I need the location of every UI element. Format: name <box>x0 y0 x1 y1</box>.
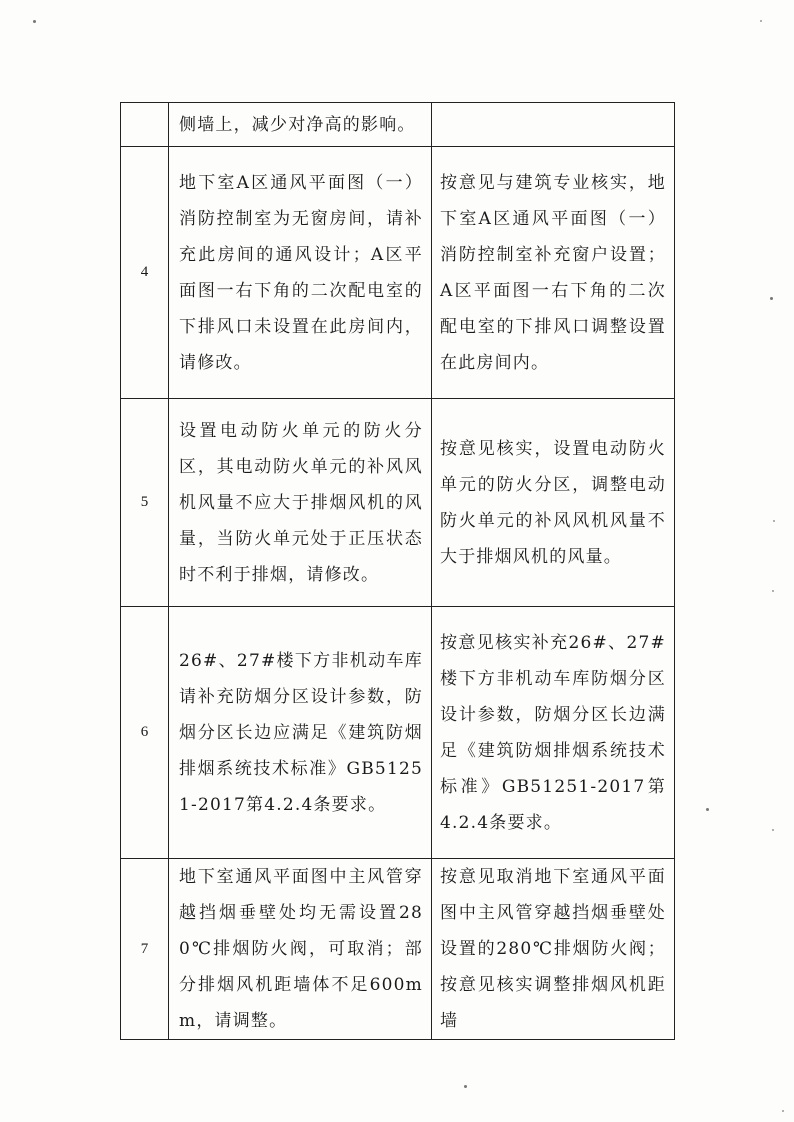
review-comment: 26#、27#楼下方非机动车库请补充防烟分区设计参数，防烟分区长边应满足《建筑防烟排烟系统技术标准》GB51251-2017第4.2.4条要求。 <box>169 607 432 859</box>
table-row <box>121 859 675 1040</box>
row-number: 6 <box>121 607 169 859</box>
scan-speck <box>770 297 773 300</box>
row-number: 4 <box>121 147 169 399</box>
scan-speck <box>33 20 36 23</box>
response-text <box>432 103 675 147</box>
review-comment: 地下室通风平面图中主风管穿越挡烟垂壁处均无需设置280℃排烟防火阀，可取消；部分排烟风机距墙体不足600mm，请调整。 <box>169 859 432 1040</box>
table-row <box>121 147 675 399</box>
response-text: 按意见与建筑专业核实，地下室A区通风平面图（一）消防控制室补充窗户设置；A区平面图一右下角的二次配电室的下排风口调整设置在此房间内。 <box>432 147 675 399</box>
scan-speck <box>464 1085 467 1088</box>
review-comment: 地下室A区通风平面图（一）消防控制室为无窗房间，请补充此房间的通风设计；A区平面图一右下角的二次配电室的下排风口未设置在此房间内，请修改。 <box>169 147 432 399</box>
table-row <box>121 607 675 859</box>
scan-speck <box>772 829 774 831</box>
response-text: 按意见取消地下室通风平面图中主风管穿越挡烟垂壁处设置的280℃排烟防火阀；按意见核实调整排烟风机距墙 <box>432 859 675 1040</box>
scan-speck <box>782 1110 784 1112</box>
row-number <box>121 103 169 147</box>
review-comment: 设置电动防火单元的防火分区，其电动防火单元的补风风机风量不应大于排烟风机的风量，当防火单元处于正压状态时不利于排烟，请修改。 <box>169 399 432 607</box>
table-row <box>121 399 675 607</box>
row-number: 5 <box>121 399 169 607</box>
table-row <box>121 103 675 147</box>
response-text: 按意见核实补充26#、27#楼下方非机动车库防烟分区设计参数，防烟分区长边满足《建筑防烟排烟系统技术标准》GB51251-2017第4.2.4条要求。 <box>432 607 675 859</box>
row-number: 7 <box>121 859 169 1040</box>
response-text: 按意见核实，设置电动防火单元的防火分区，调整电动防火单元的补风风机风量不大于排烟风机的风量。 <box>432 399 675 607</box>
scan-speck <box>706 808 709 811</box>
review-comments-table <box>120 102 675 1040</box>
scan-speck <box>760 20 762 22</box>
scan-speck <box>772 590 774 592</box>
review-comment: 侧墙上，减少对净高的影响。 <box>169 103 432 147</box>
scan-speck <box>773 520 775 522</box>
